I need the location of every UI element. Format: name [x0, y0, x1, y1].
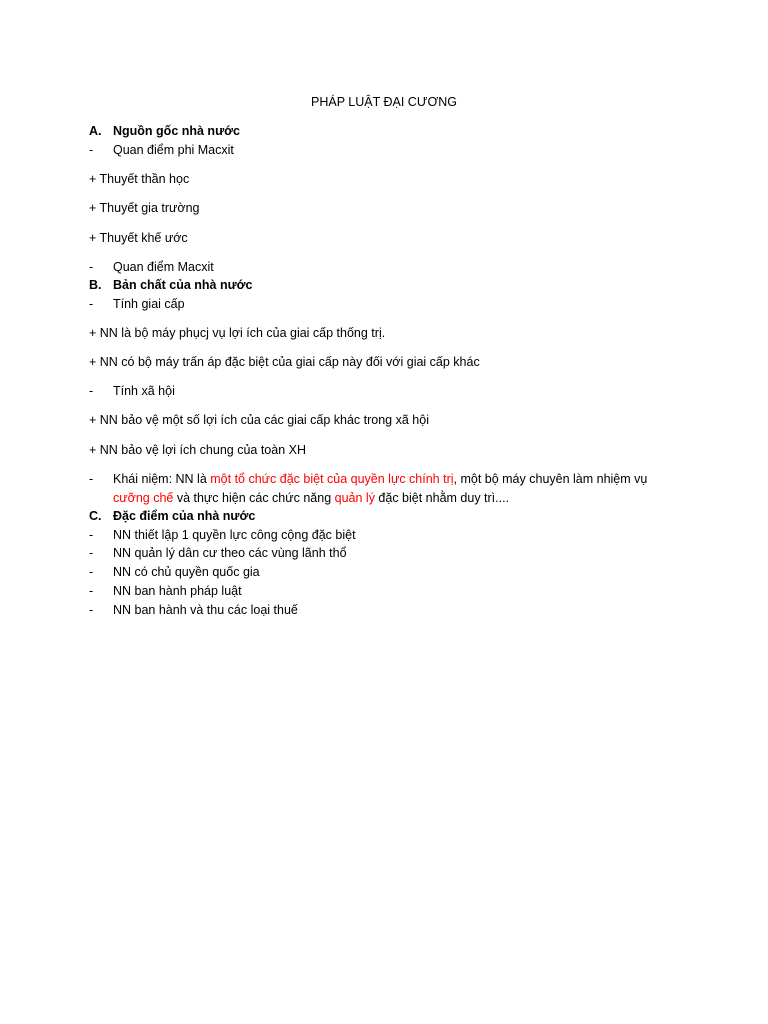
section-b-dash-text-2: Tính xã hội	[113, 384, 175, 398]
section-c-list-item	[89, 527, 356, 543]
section-b-paragraph-4: + NN bảo vệ lợi ích chung của toàn XH	[89, 443, 306, 457]
section-a-heading	[89, 123, 240, 139]
concept-definition-line-1	[89, 471, 647, 487]
concept-text-2: , một bộ máy chuyên làm nhiệm vụ	[453, 472, 648, 486]
section-a-dash-text-1: Quan điểm phi Macxit	[113, 143, 234, 157]
dash-marker: -	[89, 603, 94, 617]
dash-marker: -	[89, 297, 94, 311]
section-b-paragraph-2: + NN có bộ máy trấn áp đặc biệt của giai cấp này đối với giai cấp khác	[89, 355, 480, 369]
section-b-title: Bản chất của nhà nước	[113, 278, 253, 292]
section-a-paragraph-3: + Thuyết khế ước	[89, 231, 188, 245]
section-b-dash-item-1	[89, 296, 185, 312]
dash-marker: -	[89, 528, 94, 542]
section-b-paragraph-1: + NN là bộ máy phụcj vụ lợi ích của giai cấp thống trị.	[89, 326, 386, 340]
section-a-paragraph-1: + Thuyết thần học	[89, 172, 190, 186]
concept-text-4: đặc biệt nhằm duy trì....	[374, 491, 510, 505]
dash-marker: -	[89, 260, 94, 274]
dash-marker: -	[89, 384, 94, 398]
document-title: PHÁP LUẬT ĐẠI CƯƠNG	[311, 95, 457, 109]
dash-marker: -	[89, 472, 94, 486]
section-b-dash-text-1: Tính giai cấp	[113, 297, 185, 311]
section-c-item-text: NN ban hành và thu các loại thuế	[113, 603, 298, 617]
dash-marker: -	[89, 565, 94, 579]
section-a-dash-item-2	[89, 259, 214, 275]
section-a-dash-item-1	[89, 142, 234, 158]
section-c-item-text: NN có chủ quyền quốc gia	[113, 565, 260, 579]
section-b-marker: B.	[89, 278, 102, 292]
section-c-item-text: NN thiết lập 1 quyền lực công cộng đặc biệt	[113, 528, 356, 542]
concept-highlight-3: quản lý	[334, 491, 375, 505]
section-b-heading	[89, 277, 253, 293]
section-a-paragraph-2: + Thuyết gia trường	[89, 201, 200, 215]
section-b-paragraph-3: + NN bảo vệ một số lợi ích của các giai cấp khác trong xã hội	[89, 413, 429, 427]
section-a-marker: A.	[89, 124, 102, 138]
dash-marker: -	[89, 546, 94, 560]
section-c-marker: C.	[89, 509, 102, 523]
section-c-title: Đặc điểm của nhà nước	[113, 509, 256, 523]
concept-highlight-1: một tổ chức đặc biệt của quyền lực chính trị	[210, 472, 454, 486]
section-c-list-item	[89, 583, 242, 599]
section-b-dash-item-2	[89, 383, 175, 399]
concept-definition-line-2	[89, 490, 509, 506]
section-c-list-item	[89, 602, 298, 618]
dash-marker: -	[89, 143, 94, 157]
concept-highlight-2: cưỡng chế	[113, 491, 174, 505]
section-c-list-item	[89, 564, 260, 580]
concept-text-1: Khái niệm: NN là	[113, 472, 211, 486]
section-c-heading	[89, 508, 255, 524]
section-c-item-text: NN quản lý dân cư theo các vùng lãnh thổ	[113, 546, 347, 560]
concept-text-3: và thực hiện các chức năng	[173, 491, 335, 505]
section-c-item-text: NN ban hành pháp luật	[113, 584, 242, 598]
section-a-title: Nguồn gốc nhà nước	[113, 124, 240, 138]
section-c-list-item	[89, 545, 347, 561]
section-a-dash-text-2: Quan điểm Macxit	[113, 260, 214, 274]
dash-marker: -	[89, 584, 94, 598]
